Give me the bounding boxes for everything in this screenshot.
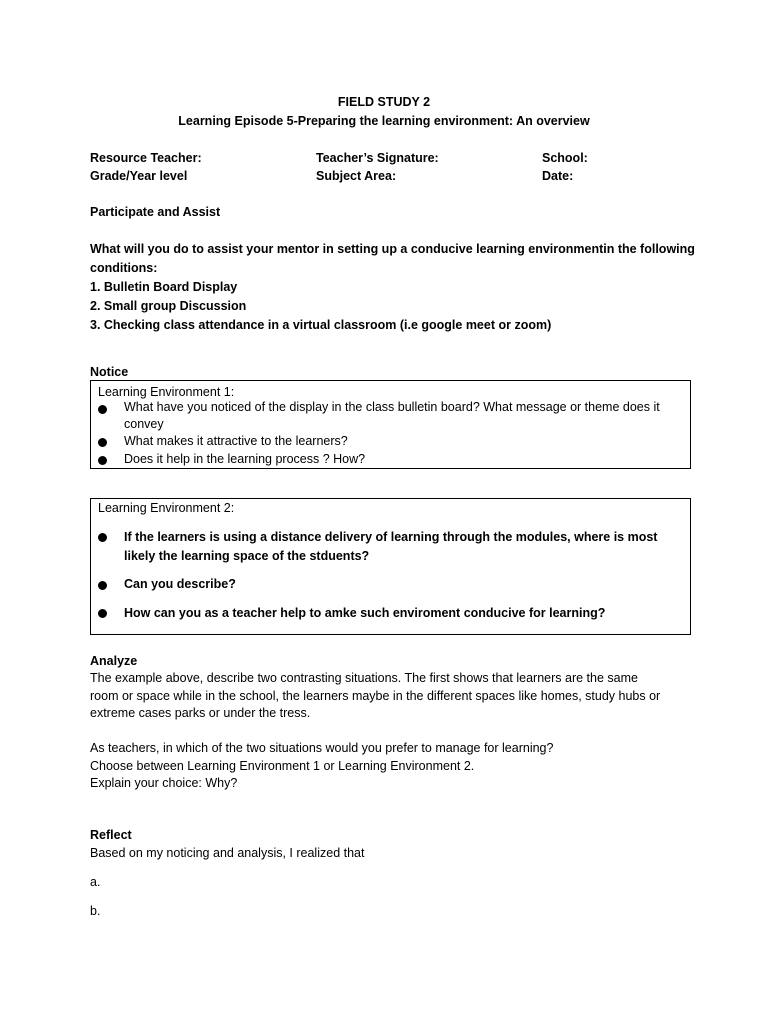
learning-environment-2-title: Learning Environment 2: bbox=[98, 501, 235, 515]
bullet-icon bbox=[98, 581, 107, 590]
analyze-question-line: Choose between Learning Environment 1 or Learning Environment 2. bbox=[90, 759, 475, 773]
analyze-question-line: Explain your choice: Why? bbox=[90, 776, 238, 790]
resource-teacher-label: Resource Teacher: bbox=[90, 151, 202, 165]
teacher-signature-label: Teacher’s Signature: bbox=[316, 151, 439, 165]
env1-bullet-text: What makes it attractive to the learners? bbox=[124, 434, 348, 448]
reflect-item-a: a. bbox=[90, 875, 101, 889]
document-title: FIELD STUDY 2 bbox=[337, 95, 431, 109]
env2-bullet-text: How can you as a teacher help to amke such enviroment conducive for learning? bbox=[124, 606, 606, 620]
grade-year-label: Grade/Year level bbox=[90, 169, 188, 183]
bullet-icon bbox=[98, 533, 107, 542]
reflect-heading: Reflect bbox=[90, 828, 132, 842]
document-subtitle: Learning Episode 5-Preparing the learning environment: An overview bbox=[178, 114, 590, 128]
participate-heading: Participate and Assist bbox=[90, 205, 221, 219]
reflect-item-b: b. bbox=[90, 904, 101, 918]
analyze-paragraph-line: room or space while in the school, the learners maybe in the different spaces like homes, study hubs or bbox=[90, 689, 661, 703]
bullet-icon bbox=[98, 609, 107, 618]
participate-item: 2. Small group Discussion bbox=[90, 299, 247, 313]
env1-bullet-text: Does it help in the learning process ? How? bbox=[124, 452, 366, 466]
learning-environment-1-box bbox=[90, 380, 691, 469]
analyze-heading: Analyze bbox=[90, 654, 138, 668]
bullet-icon bbox=[98, 456, 107, 465]
learning-environment-1-title: Learning Environment 1: bbox=[98, 385, 235, 399]
school-label: School: bbox=[542, 151, 588, 165]
analyze-paragraph-line: The example above, describe two contrasting situations. The first shows that learners are the same bbox=[90, 671, 638, 685]
analyze-question-line: As teachers, in which of the two situations would you prefer to manage for learning? bbox=[90, 741, 554, 755]
notice-heading: Notice bbox=[90, 365, 129, 379]
bullet-icon bbox=[98, 438, 107, 447]
participate-question-line2: conditions: bbox=[90, 261, 158, 275]
bullet-icon bbox=[98, 405, 107, 414]
learning-environment-2-box bbox=[90, 498, 691, 635]
env2-bullet-text: Can you describe? bbox=[124, 577, 236, 591]
reflect-intro: Based on my noticing and analysis, I realized that bbox=[90, 846, 365, 860]
participate-question-line1: What will you do to assist your mentor in setting up a conducive learning environmentin the following bbox=[90, 242, 695, 256]
env1-bullet-text: What have you noticed of the display in the class bulletin board? What message or theme does it convey bbox=[124, 400, 660, 431]
env2-bullet-text: If the learners is using a distance delivery of learning through the modules, where is most likely the learning space of the stduents? bbox=[124, 530, 658, 563]
participate-item: 1. Bulletin Board Display bbox=[90, 280, 238, 294]
subject-area-label: Subject Area: bbox=[316, 169, 397, 183]
analyze-paragraph-line: extreme cases parks or under the tress. bbox=[90, 706, 311, 720]
participate-item: 3. Checking class attendance in a virtual classroom (i.e google meet or zoom) bbox=[90, 318, 552, 332]
date-label: Date: bbox=[542, 169, 574, 183]
